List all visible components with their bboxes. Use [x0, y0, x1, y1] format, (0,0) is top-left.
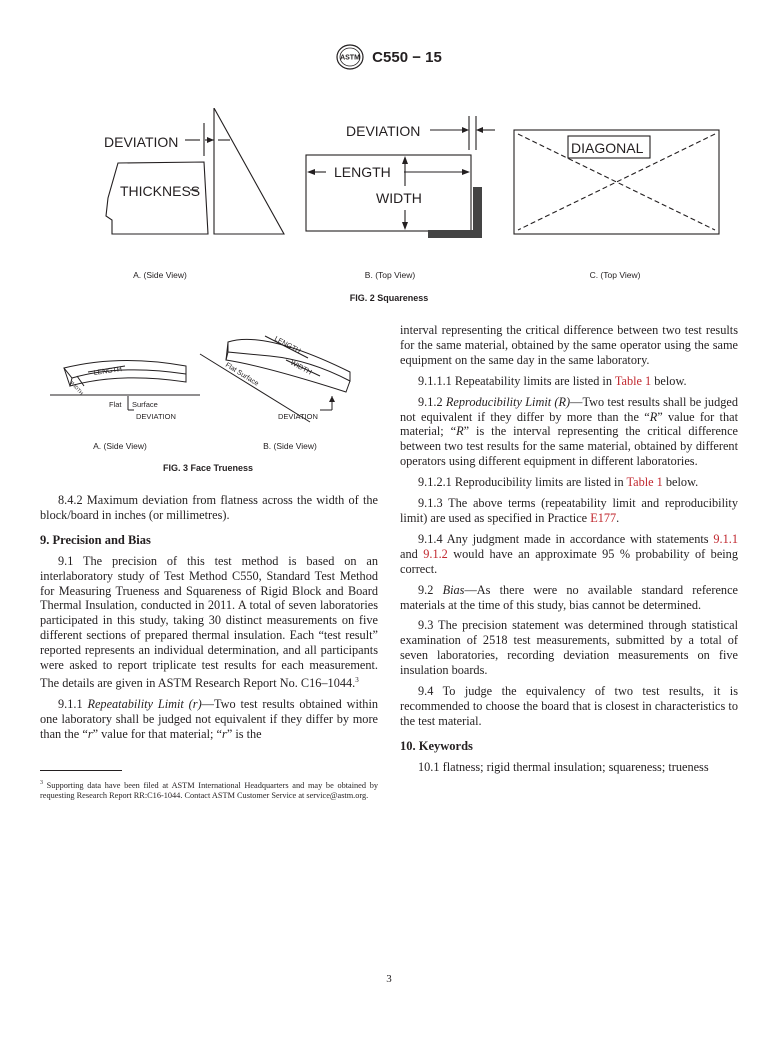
fig3-title: FIG. 3 Face Trueness	[162, 463, 254, 473]
section-10-heading: 10. Keywords	[400, 738, 473, 753]
figure-3-face-trueness	[50, 326, 370, 436]
paragraph-8-4-2: 8.4.2 Maximum deviation from flatness across the width of the block/board in inches (or millimetres).	[40, 493, 378, 522]
fig2-title: FIG. 2 Squareness	[349, 293, 429, 303]
document-designation: C550 − 15	[372, 48, 442, 66]
astm-logo-icon	[336, 44, 364, 70]
fig2-caption-b: B. (Top View)	[364, 270, 416, 280]
figure-2-squareness	[90, 108, 730, 248]
page-number: 3	[386, 973, 392, 985]
fig3b-flat-surface: Flat Surface	[223, 361, 260, 388]
right-column	[400, 323, 738, 781]
paragraph-9-1-1: 9.1.1 Repeatability Limit (r)—Two test results obtained within one laboratory shall be judged not equivalent if they differ by more than the “r” value for that material; “r” is the	[40, 696, 379, 741]
e177-link[interactable]: E177	[590, 510, 617, 525]
fig3b-length: LENGTH	[273, 335, 302, 356]
fig3b-deviation: DEVIATION	[278, 412, 318, 421]
label-diagonal: DIAGONAL	[571, 140, 644, 156]
svg-text:ASTM: ASTM	[340, 54, 361, 62]
fig2-caption-c: C. (Top View)	[589, 270, 641, 280]
fig3a-length: LENGTH	[93, 366, 123, 377]
page-header	[0, 44, 778, 70]
footnote-3: $^3$ Supporting data have been filed at ASTM International Headquarters and may be obtained by requesting Research Report RR:C16-1044. Contact ASTM Customer Service at service@astm.org.	[40, 780, 378, 800]
paragraph-9-1-1-1: 9.1.1.1 Repeatability limits are listed in Table 1 below.	[418, 373, 687, 388]
table-1-link[interactable]: Table 1	[626, 475, 663, 490]
paragraph-9-1-1-cont: interval representing the critical difference between two test results for the same material, obtained by the same operator using the same equipment on the same day in the same laboratory.	[400, 323, 738, 367]
paragraph-9-1-2-1: 9.1.2.1 Reproducibility limits are listed in Table 1 below.	[418, 475, 699, 490]
paragraph-9-1-4: 9.1.4 Any judgment made in accordance with statements 9.1.1 and 9.1.2 would have an approximate 95 % probability of being correct.	[400, 531, 738, 576]
fig2-caption-a: A. (Side View)	[133, 270, 187, 280]
fig3-caption-b: B. (Side View)	[263, 441, 317, 451]
fig3b-width: WIDTH	[289, 359, 313, 377]
section-9-1-2-link[interactable]: 9.1.2	[423, 546, 448, 561]
fig3-caption-a: A. (Side View)	[93, 441, 147, 451]
table-1-link[interactable]: Table 1	[614, 373, 652, 388]
paragraph-9-4: 9.4 To judge the equivalency of two test results, it is recommended to choose the board that is closest in characteristics to the test material.	[400, 684, 738, 728]
section-9-1-1-link[interactable]: 9.1.1	[713, 531, 738, 546]
paragraph-9-1: 9.1 The precision of this test method is based on an interlaboratory study of Test Method C550, Standard Test Method for Measuring Trueness and Squareness of Rigid Block and Board Thermal Insulation, conducted in 2011. A total of seven laboratories participated in this study, taking 30 distinct measurements on five different sections of prepared thermal insulation. Each “test result” reported represents an individual determination, and all participants were asked to report triplicate test results for each measurement. The details are given in ASTM Research Report No. C16–1044.$^3$	[40, 553, 378, 691]
left-column	[40, 493, 378, 748]
section-9-heading: 9. Precision and Bias	[40, 532, 151, 547]
label-thickness: THICKNESS	[120, 183, 201, 199]
label-width: WIDTH	[376, 190, 422, 206]
paragraph-9-1-2: 9.1.2 Reproducibility Limit (R)—Two test results shall be judged not equivalent if they differ by more than the “R” value for that material; “R” is the interval representing the critical difference between two test results for the same material, obtained by different operators using different equipment in different laboratories.	[400, 394, 738, 469]
paragraph-9-2: 9.2 Bias—As there were no available standard reference materials at the time of this study, bias cannot be determined.	[400, 582, 738, 612]
label-deviation-b: DEVIATION	[346, 123, 421, 139]
footnote-rule	[40, 770, 122, 771]
fig3a-flat: Flat	[109, 400, 122, 409]
fig3a-deviation: DEVIATION	[136, 412, 176, 421]
paragraph-10-1: 10.1 flatness; rigid thermal insulation; squareness; trueness	[418, 759, 709, 774]
paragraph-9-1-3: 9.1.3 The above terms (repeatability limit and reproducibility limit) are used as specified in Practice E177.	[400, 496, 738, 525]
label-length: LENGTH	[334, 164, 391, 180]
label-deviation-a: DEVIATION	[104, 134, 179, 150]
fig3a-surface: Surface	[132, 400, 158, 409]
paragraph-9-3: 9.3 The precision statement was determined through statistical examination of 2518 test measurements, submitted by a total of seven laboratories, recording deviation measurements on five insulation boards.	[400, 618, 738, 678]
fig3a-width: WIDTH	[68, 380, 84, 397]
